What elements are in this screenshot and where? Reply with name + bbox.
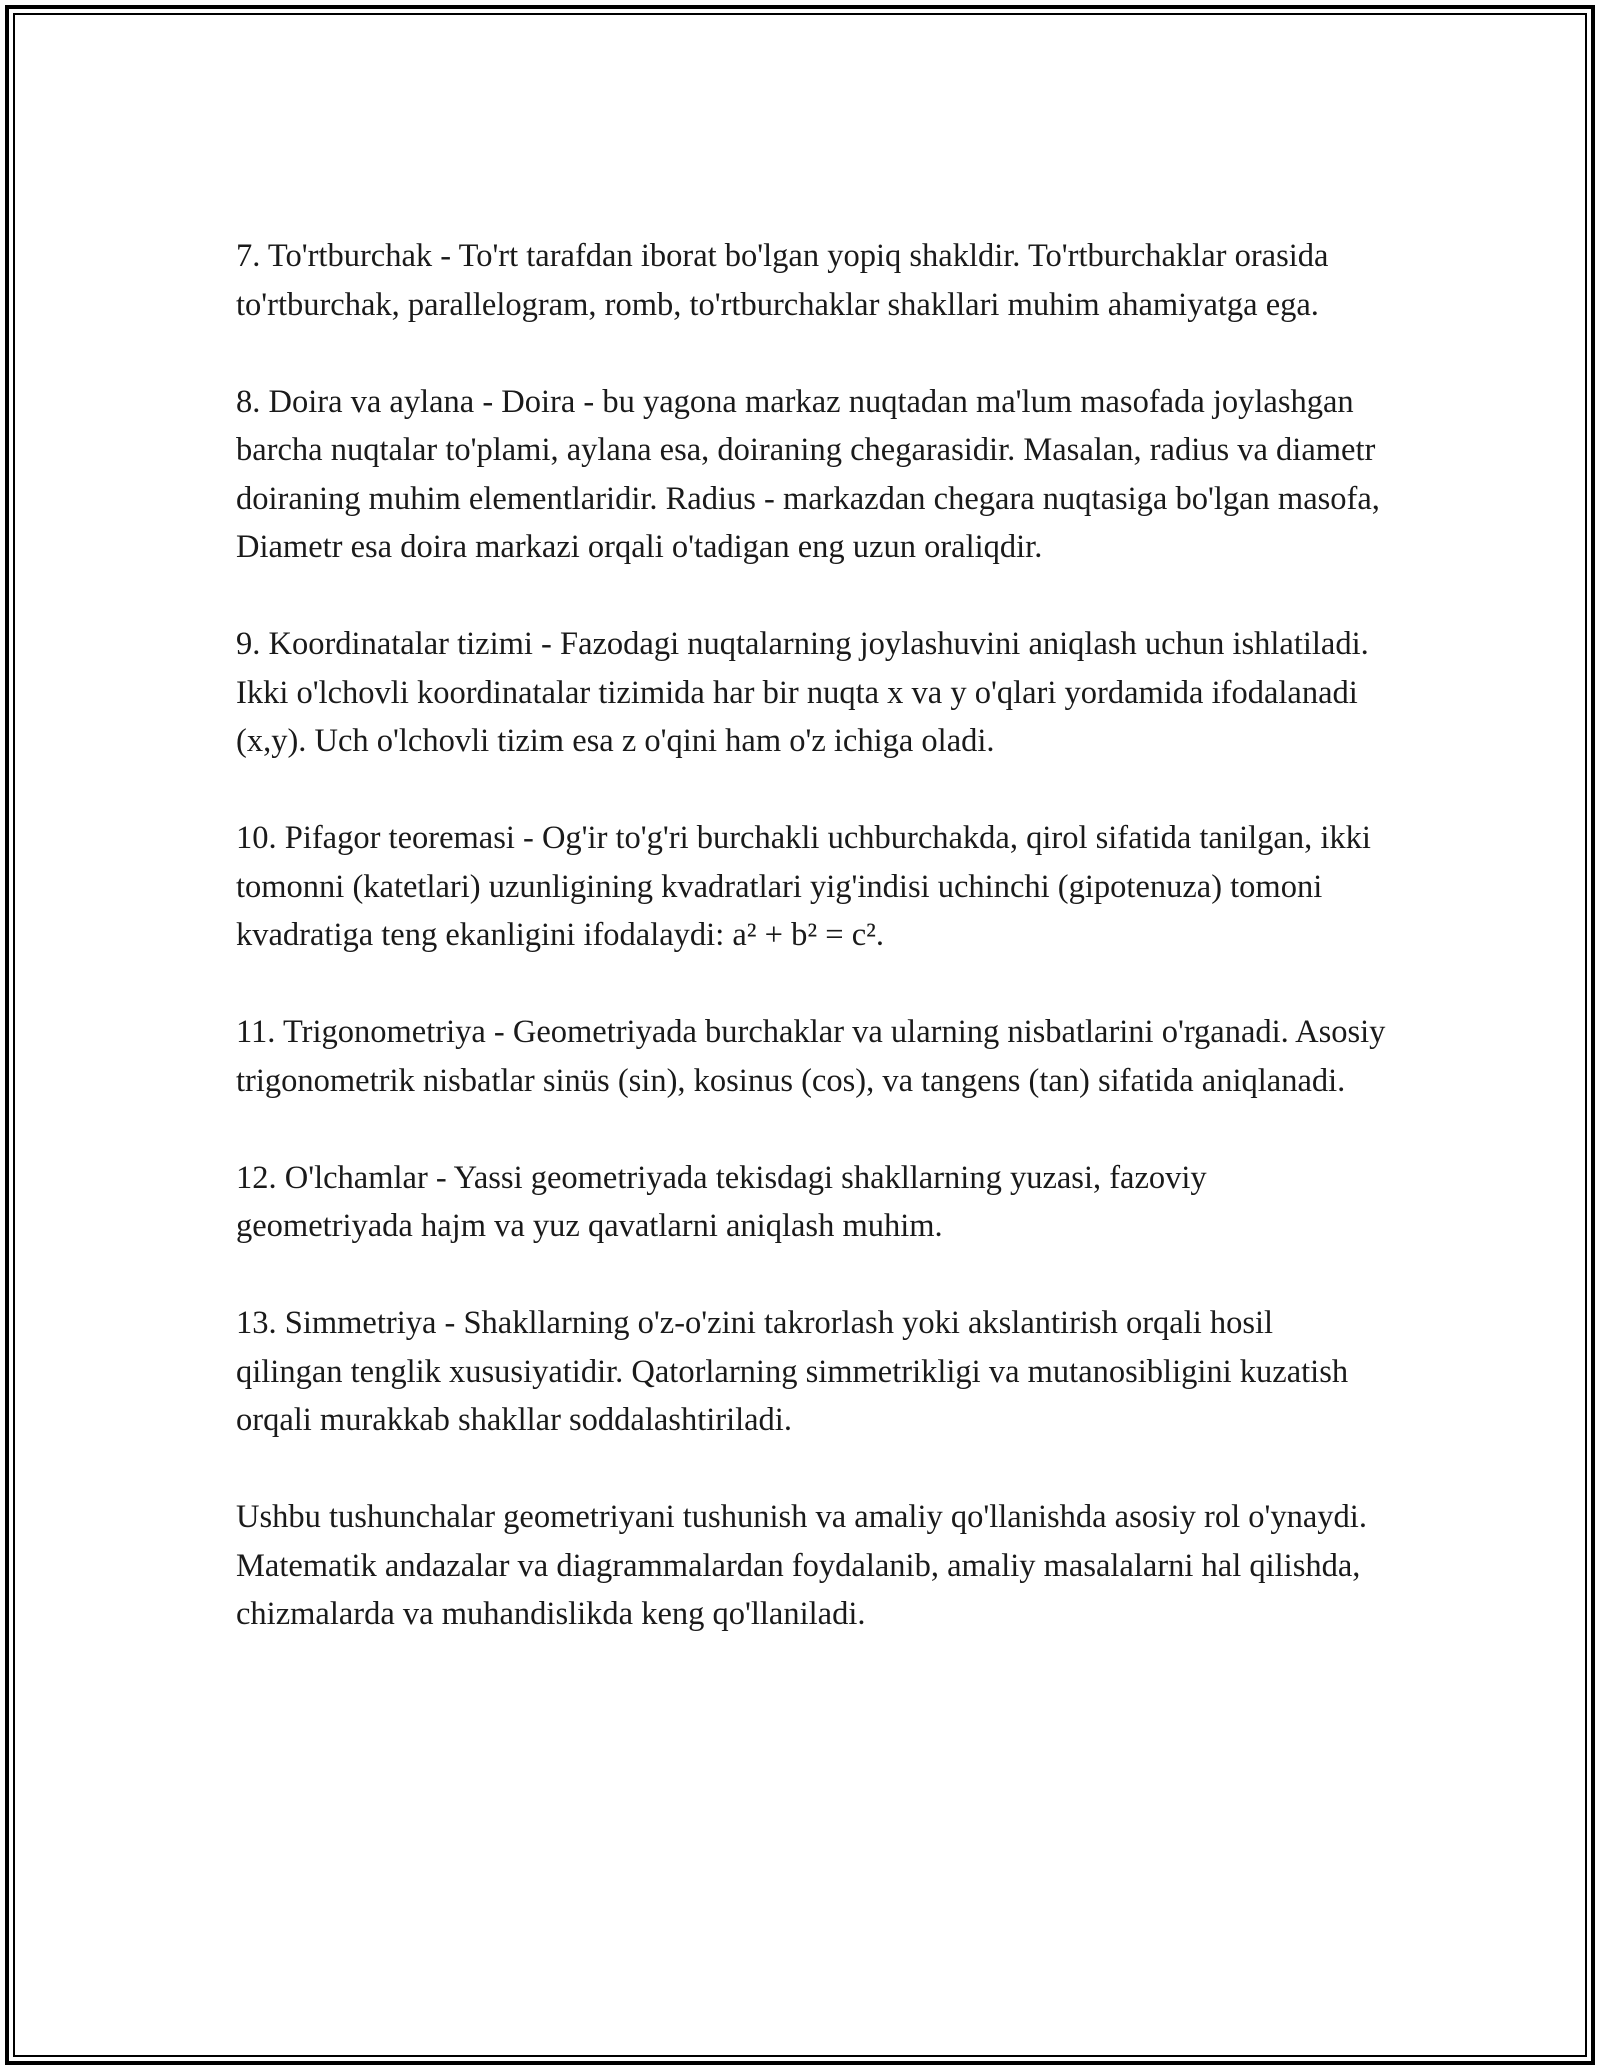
document-body [236, 232, 1386, 1639]
paragraph-symmetry: 13. Simmetriya - Shakllarning o'z-o'zini takrorlash yoki akslantirish orqali hosil qilingan tenglik xususiyatidir. Qatorlarning simmetrikligi va mutanosibligini kuzatish orqali murakkab shakllar soddalashtiriladi. [236, 1305, 1349, 1438]
paragraph-summary: Ushbu tushunchalar geometriyani tushunish va amaliy qo'llanishda asosiy rol o'ynaydi. Matematik andazalar va diagrammalardan foydalanib, amaliy masalalarni hal qilishda, chizmalarda va muhandislikda keng qo'llaniladi. [236, 1499, 1367, 1632]
paragraph-circle: 8. Doira va aylana - Doira - bu yagona markaz nuqtadan ma'lum masofada joylashgan barcha nuqtalar to'plami, aylana esa, doiraning chegarasidir. Masalan, radius va diametr doiraning muhim elementlaridir. Radius - markazdan chegara nuqtasiga bo'lgan masofa, Diametr esa doira markazi orqali o'tadigan eng uzun oraliqdir. [236, 383, 1380, 565]
paragraph-quadrilateral: 7. To'rtburchak - To'rt tarafdan iborat bo'lgan yopiq shakldir. To'rtburchaklar orasida to'rtburchak, parallelogram, romb, to'rtburchaklar shakllari muhim ahamiyatga ega. [236, 238, 1329, 323]
paragraph-trigonometry: 11. Trigonometriya - Geometriyada burchaklar va ularning nisbatlarini o'rganadi. Asosiy trigonometrik nisbatlar sinüs (sin), kosinus (cos), va tangens (tan) sifatida aniqlanadi. [236, 1014, 1386, 1099]
paragraph-coordinate-system: 9. Koordinatalar tizimi - Fazodagi nuqtalarning joylashuvini aniqlash uchun ishlatiladi. Ikki o'lchovli koordinatalar tizimida har bir nuqta x va y o'qlari yordamida ifodalanadi (x,y). Uch o'lchovli tizim esa z o'qini ham o'z ichiga oladi. [236, 626, 1369, 759]
paragraph-pythagorean-theorem: 10. Pifagor teoremasi - Og'ir to'g'ri burchakli uchburchakda, qirol sifatida tanilgan, ikki tomonni (katetlari) uzunligining kvadratlari yig'indisi uchinchi (gipotenuza) tomoni kvadratiga teng ekanligini ifodalaydi: a² + b² = c². [236, 820, 1371, 953]
paragraph-measurements: 12. O'lchamlar - Yassi geometriyada tekisdagi shakllarning yuzasi, fazoviy geometriyada hajm va yuz qavatlarni aniqlash muhim. [236, 1159, 1207, 1244]
